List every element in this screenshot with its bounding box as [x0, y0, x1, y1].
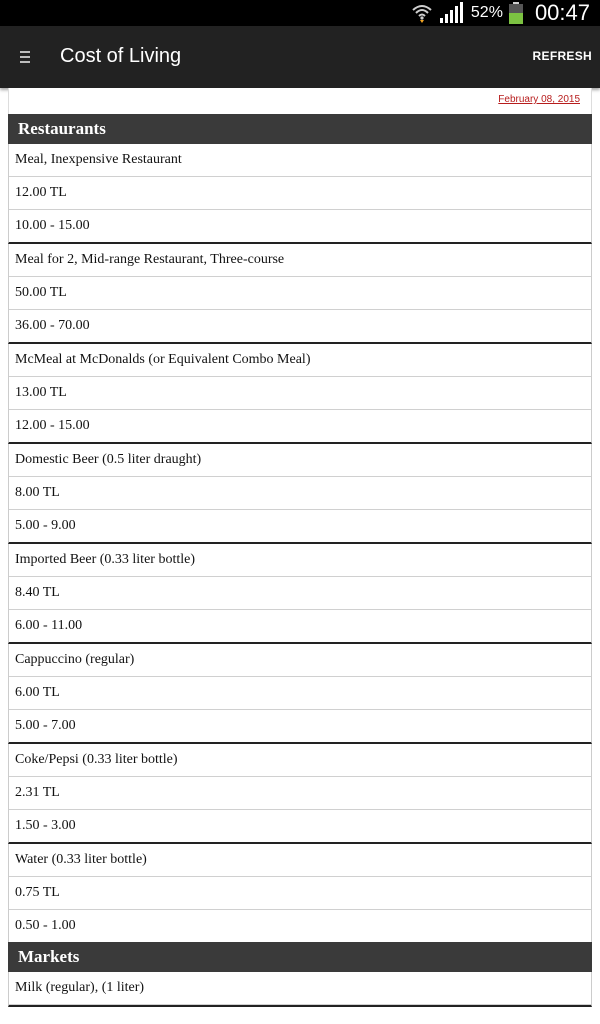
list-item[interactable]	[8, 744, 592, 844]
content-list	[8, 88, 592, 1007]
item-range: 5.00 - 7.00	[9, 710, 591, 742]
menu-icon[interactable]	[20, 51, 30, 65]
signal-icon	[439, 2, 463, 24]
item-name: Water (0.33 liter bottle)	[9, 844, 591, 877]
item-name: Cappuccino (regular)	[9, 644, 591, 677]
item-price: 8.40 TL	[9, 577, 591, 610]
item-price: 12.00 TL	[9, 177, 591, 210]
list-item[interactable]	[8, 144, 592, 244]
item-range: 10.00 - 15.00	[9, 210, 591, 242]
list-item[interactable]	[8, 972, 592, 1007]
item-range: 12.00 - 15.00	[9, 410, 591, 442]
item-price: 6.00 TL	[9, 677, 591, 710]
item-range: 5.00 - 9.00	[9, 510, 591, 542]
section-header-restaurants: Restaurants	[8, 114, 592, 144]
item-range: 6.00 - 11.00	[9, 610, 591, 642]
section-header-markets: Markets	[8, 942, 592, 972]
clock: 00:47	[534, 0, 590, 25]
item-price: 50.00 TL	[9, 277, 591, 310]
list-item[interactable]	[8, 644, 592, 744]
wifi-icon	[411, 2, 433, 24]
battery-percent: 52%	[470, 4, 503, 21]
item-name: Domestic Beer (0.5 liter draught)	[9, 444, 591, 477]
date-link[interactable]: February 08, 2015	[498, 94, 580, 105]
item-name: Meal, Inexpensive Restaurant	[9, 144, 591, 177]
item-range: 36.00 - 70.00	[9, 310, 591, 342]
item-price: 8.00 TL	[9, 477, 591, 510]
page-title: Cost of Living	[60, 45, 182, 67]
item-name: Meal for 2, Mid-range Restaurant, Three-course	[9, 244, 591, 277]
item-name: Coke/Pepsi (0.33 liter bottle)	[9, 744, 591, 777]
list-item[interactable]	[8, 844, 592, 942]
item-name: Milk (regular), (1 liter)	[9, 972, 591, 1005]
item-name: Imported Beer (0.33 liter bottle)	[9, 544, 591, 577]
refresh-button[interactable]: REFRESH	[532, 49, 592, 63]
battery-icon	[509, 2, 523, 24]
list-item[interactable]	[8, 244, 592, 344]
status-bar	[0, 0, 600, 26]
item-price: 2.31 TL	[9, 777, 591, 810]
date-row	[8, 88, 592, 114]
list-item[interactable]	[8, 344, 592, 444]
action-bar	[0, 26, 600, 88]
list-item[interactable]	[8, 444, 592, 544]
item-price: 13.00 TL	[9, 377, 591, 410]
list-item[interactable]	[8, 544, 592, 644]
item-range: 0.50 - 1.00	[9, 910, 591, 942]
item-name: McMeal at McDonalds (or Equivalent Combo Meal)	[9, 344, 591, 377]
item-range: 1.50 - 3.00	[9, 810, 591, 842]
item-price: 0.75 TL	[9, 877, 591, 910]
